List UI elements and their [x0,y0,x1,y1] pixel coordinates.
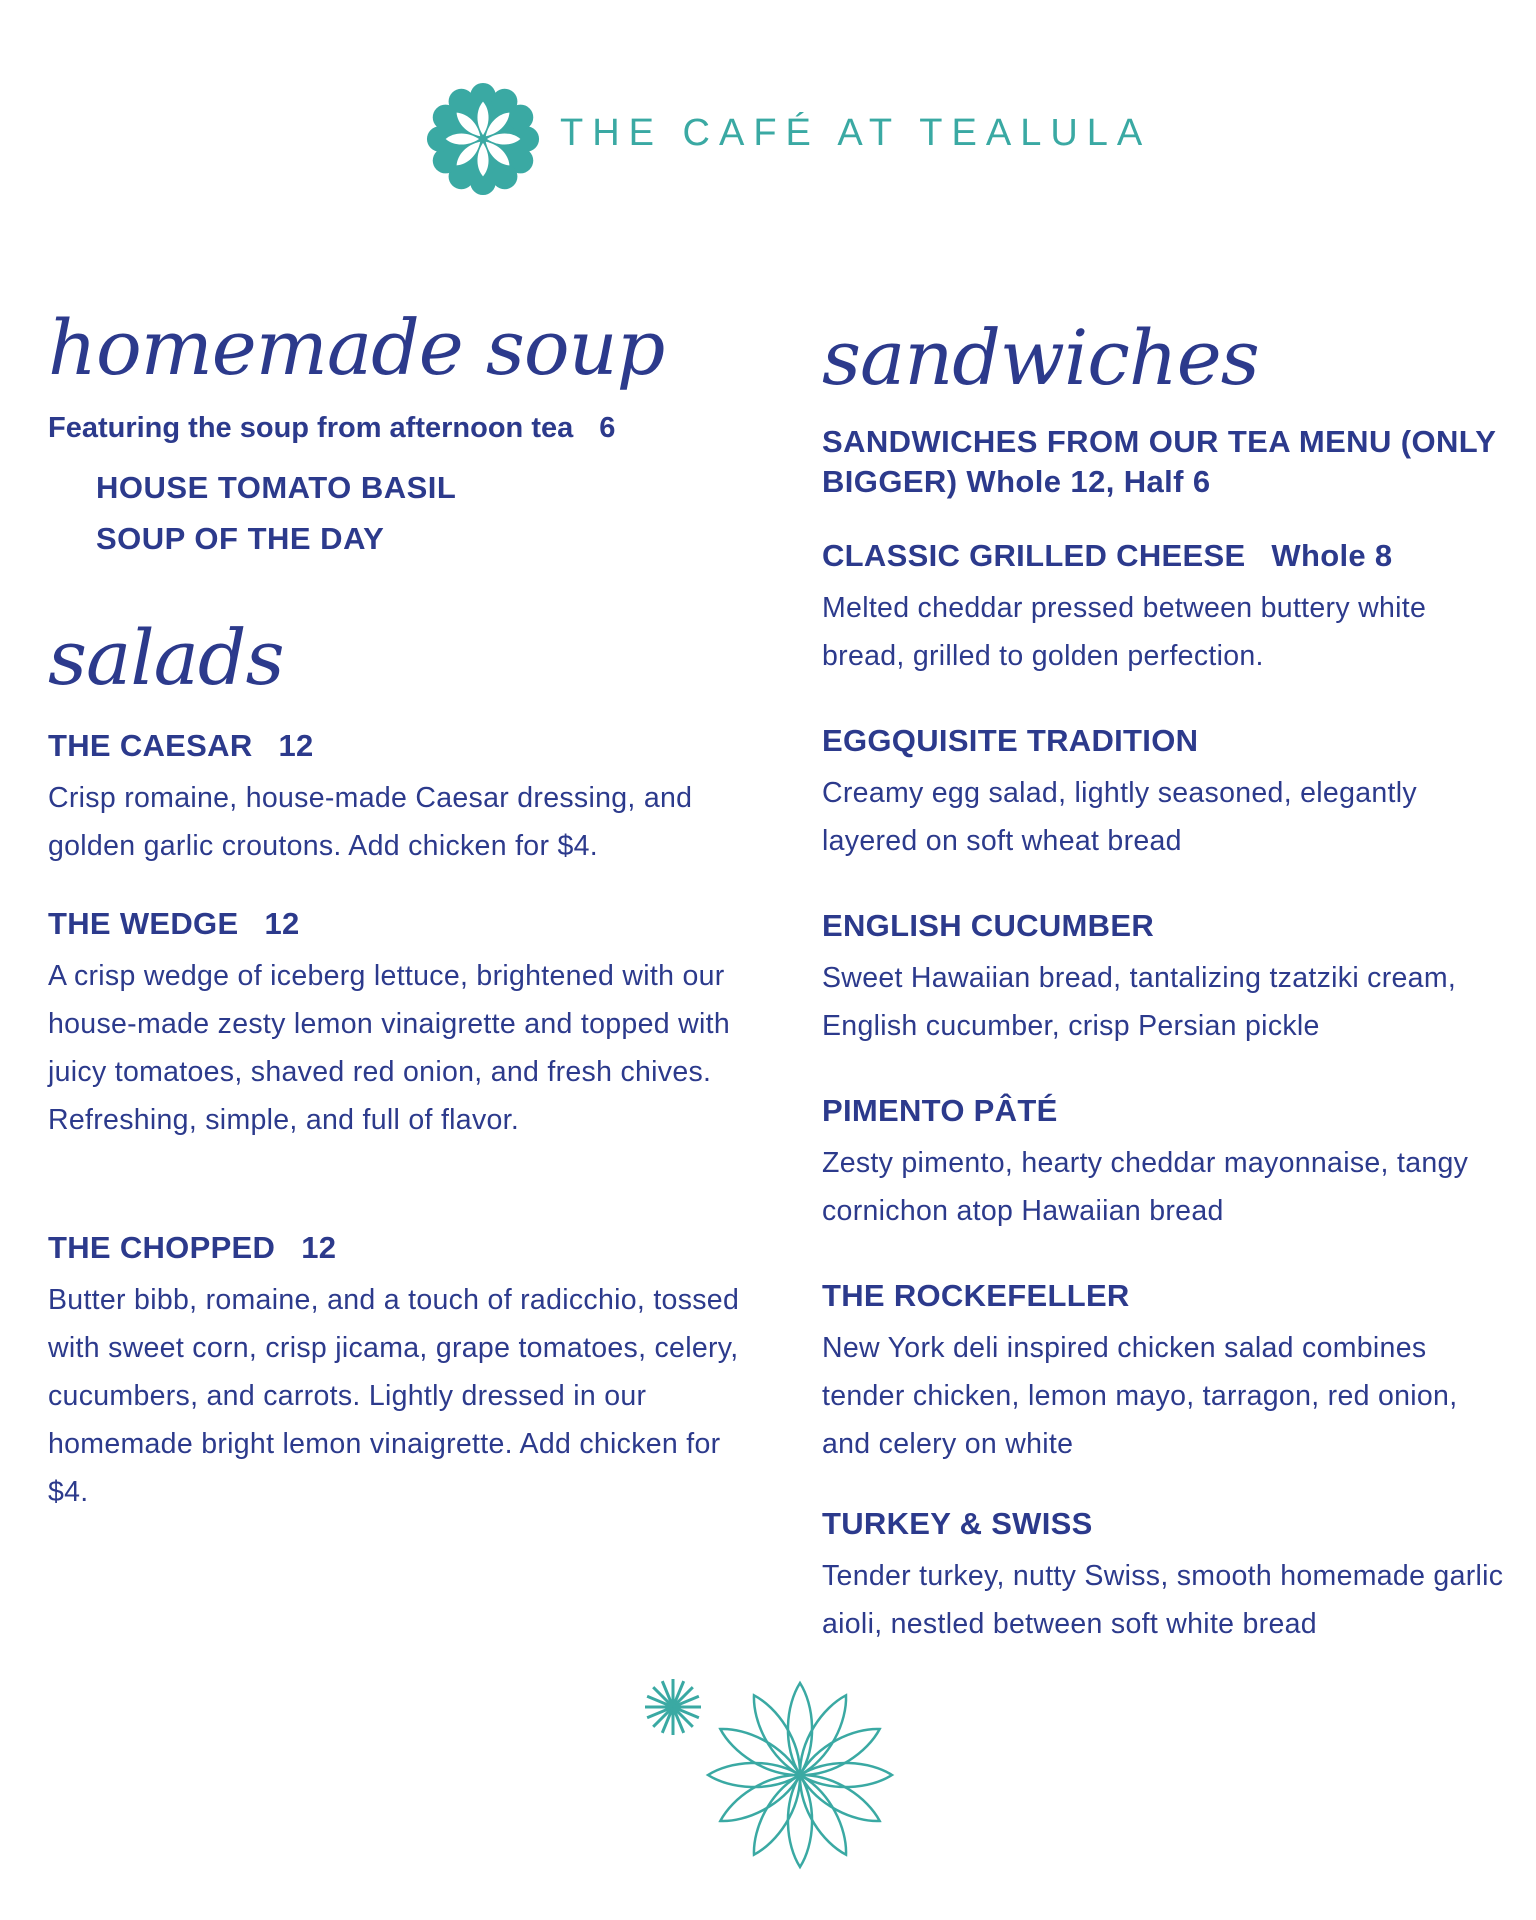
salad-price: 12 [264,906,300,941]
sandwich-description: Melted cheddar pressed between buttery white bread, grilled to golden perfection. [822,592,1427,672]
sandwiches-intro: SANDWICHES FROM OUR TEA MENU (ONLY BIGGER) Whole 12, Half 6 [822,424,1496,499]
salad-title [48,728,748,764]
sandwich-item-turkey-swiss [822,1506,1512,1648]
salad-description: Butter bibb, romaine, and a touch of radicchio, tossed with sweet corn, crisp jicama, grape tomatoes, celery, cucumbers, and carrots. Lightly dressed in our homemade bright lemon vinaigrette. Add chicken for $4. [48,1284,740,1508]
sandwich-name: THE ROCKEFELLER [822,1278,1130,1313]
salads-section-heading: salads [48,613,284,702]
salad-item-wedge [48,906,748,1144]
soup-feature-line [48,412,615,445]
sandwich-description: Tender turkey, nutty Swiss, smooth homemade garlic aioli, nestled between soft white bread [822,1560,1504,1640]
soup-feature-text: Featuring the soup from afternoon tea [48,412,574,444]
sandwich-item-pimento-pate [822,1093,1512,1235]
salad-description: A crisp wedge of iceberg lettuce, brightened with our house-made zesty lemon vinaigrette and topped with juicy tomatoes, shaved red onion, and fresh chives. Refreshing, simple, and full of flavor. [48,960,730,1136]
salad-name: THE CAESAR [48,728,253,763]
salad-title [48,906,748,942]
salad-item-caesar [48,728,748,870]
salad-name: THE WEDGE [48,906,239,941]
sandwich-description: Zesty pimento, hearty cheddar mayonnaise, tangy cornichon atop Hawaiian bread [822,1147,1469,1227]
sandwiches-section-heading: sandwiches [822,313,1259,402]
sandwich-item-rockefeller [822,1278,1512,1468]
sandwich-item-english-cucumber [822,908,1512,1050]
sandwich-description: Creamy egg salad, lightly seasoned, elegantly layered on soft wheat bread [822,777,1417,857]
soup-item-tomato-basil: HOUSE TOMATO BASIL [96,470,457,505]
soup-feature-price: 6 [599,412,616,444]
cafe-name: THE CAFÉ AT TEALULA [560,112,1152,154]
sandwich-name: CLASSIC GRILLED CHEESE [822,538,1246,573]
salad-description: Crisp romaine, house-made Caesar dressing, and golden garlic croutons. Add chicken for $4. [48,782,693,862]
salad-price: 12 [278,728,314,763]
sandwich-name: EGGQUISITE TRADITION [822,723,1199,758]
sandwich-description: Sweet Hawaiian bread, tantalizing tzatziki cream, English cucumber, crisp Persian pickle [822,962,1457,1042]
sandwich-item-eggquisite [822,723,1512,865]
sandwich-price: Whole 8 [1271,538,1393,573]
sandwich-name: TURKEY & SWISS [822,1506,1093,1541]
flower-medallion-icon [424,80,542,198]
sandwich-title [822,538,1512,574]
soup-item-of-the-day: SOUP OF THE DAY [96,521,385,556]
sandwich-item-grilled-cheese [822,538,1512,680]
menu-header [0,0,1536,260]
salad-title [48,1230,748,1266]
salad-name: THE CHOPPED [48,1230,276,1265]
soup-section-heading: homemade soup [48,303,665,392]
starburst-flower-icon [640,1660,910,1870]
sandwich-name: ENGLISH CUCUMBER [822,908,1155,943]
salad-item-chopped [48,1230,748,1516]
sandwich-description: New York deli inspired chicken salad combines tender chicken, lemon mayo, tarragon, red onion, and celery on white [822,1332,1458,1460]
salad-price: 12 [301,1230,337,1265]
sandwich-name: PIMENTO PÂTÉ [822,1093,1058,1128]
